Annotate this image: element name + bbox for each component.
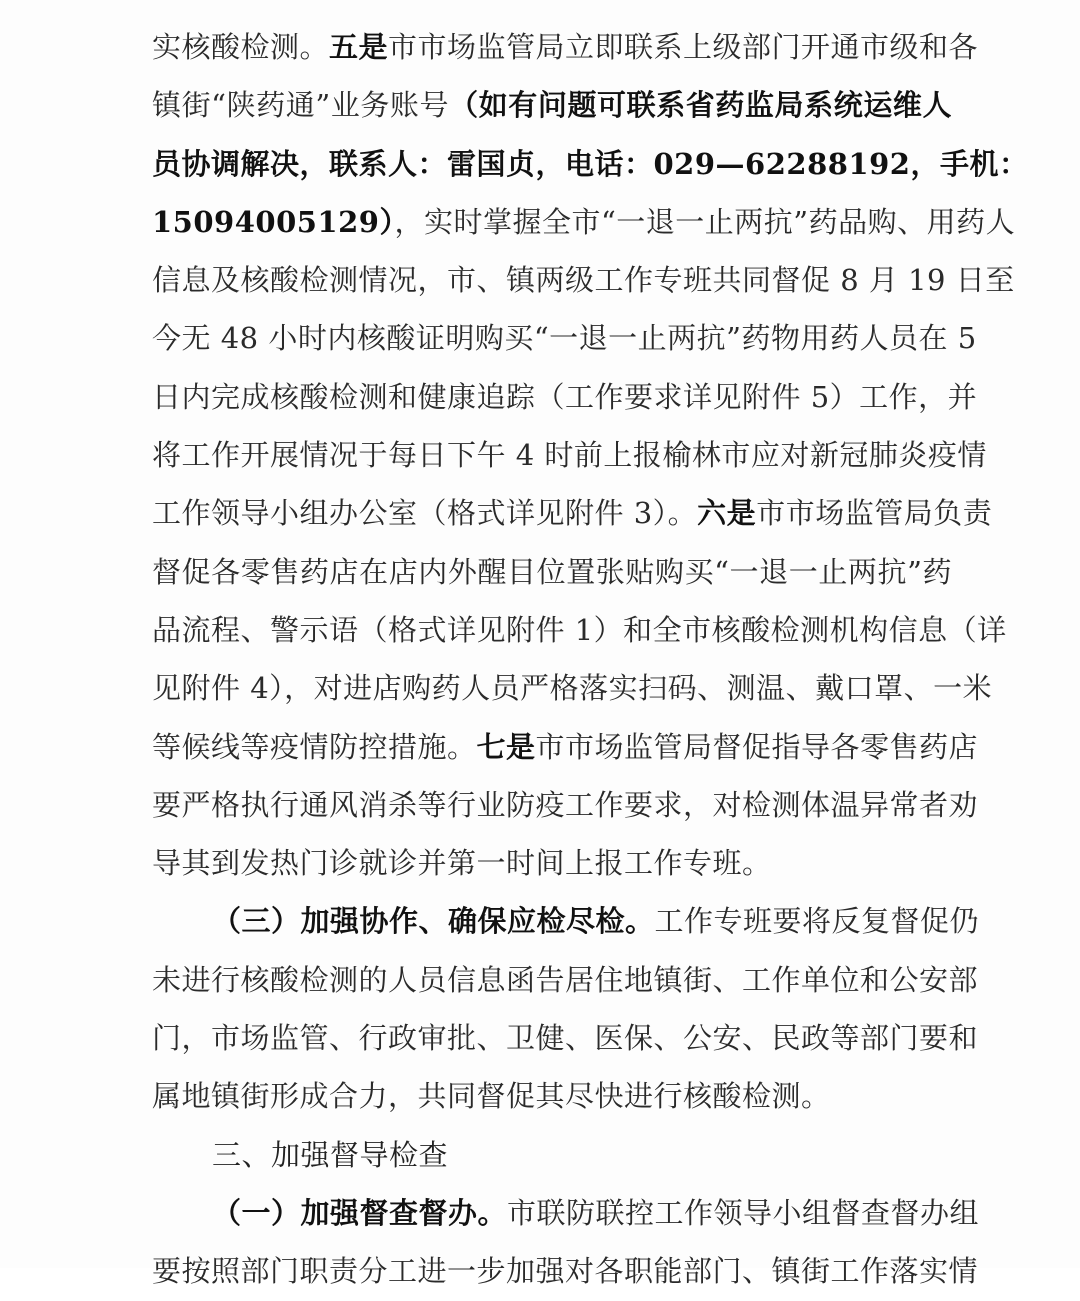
text-line — [152, 368, 978, 426]
text-line — [152, 76, 952, 134]
text-line — [152, 1067, 952, 1125]
text-segment: 见附件 4），对进店购药人员严格落实扫码、测温、戴口罩、一米 — [152, 671, 993, 706]
text-line — [152, 135, 1029, 193]
text-segment: 将工作开展情况于每日下午 4 时前上报榆林市应对新冠肺炎疫情 — [152, 438, 987, 473]
text-line — [152, 484, 993, 542]
text-line — [152, 951, 979, 1009]
text-line — [152, 193, 1016, 251]
text-segment: 工作领导小组办公室（格式详见附件 3）。 — [152, 496, 698, 531]
text-line — [152, 601, 1007, 659]
text-segment: 导其到发热门诊就诊并第一时间上报工作专班。 — [152, 846, 772, 881]
text-segment: 日内完成核酸检测和健康追踪（工作要求详见附件 5）工作，并 — [152, 379, 978, 414]
text-segment: 等候线等疫情防控措施。 — [152, 729, 477, 764]
text-line — [152, 1184, 980, 1242]
bold-text-segment: 15094005129） — [152, 204, 395, 239]
text-segment: 市市场监管局督促指导各零售药店 — [535, 729, 979, 764]
text-segment: 市市场监管局负责 — [756, 496, 993, 531]
text-line — [152, 718, 979, 776]
document-body — [152, 18, 1029, 1301]
bold-text-segment: 七是 — [476, 729, 536, 764]
text-line — [152, 659, 993, 717]
text-segment: 要按照部门职责分工进一步加强对各职能部门、镇街工作落实情 — [152, 1254, 979, 1289]
bold-text-segment: 六是 — [697, 496, 757, 531]
bold-text-segment: 员协调解决，联系人：雷国贞，电话：029—62288192，手机： — [152, 146, 1029, 181]
text-line — [152, 834, 952, 892]
text-line — [152, 251, 1015, 309]
bold-text-segment: 五是 — [329, 30, 389, 64]
text-segment: 信息及核酸检测情况，市、镇两级工作专班共同督促 8 月 19 日至 — [152, 263, 1015, 298]
text-line — [152, 1242, 979, 1300]
text-segment: ，实时掌握全市“一退一止两抗”药品购、用药人 — [394, 204, 1016, 239]
bold-text-segment: （一）加强督查督办。 — [212, 1195, 508, 1230]
text-segment: 品流程、警示语（格式详见附件 1）和全市核酸检测机构信息（详 — [152, 612, 1007, 647]
bold-text-segment: （三）加强协作、确保应检尽检。 — [212, 904, 655, 939]
text-segment: 今无 48 小时内核酸证明购买“一退一止两抗”药物用药人员在 5 — [152, 321, 977, 356]
text-segment: 工作专班要将反复督促仍 — [654, 904, 980, 939]
text-segment: 市市场监管局立即联系上级部门开通市级和各 — [388, 30, 979, 64]
text-segment: 三、加强督导检查 — [212, 1137, 449, 1172]
text-segment: 未进行核酸检测的人员信息函告居住地镇街、工作单位和公安部 — [152, 962, 979, 997]
bold-text-segment: （如有问题可联系省药监局系统运维人 — [449, 88, 952, 123]
section-heading — [152, 1126, 952, 1184]
text-segment: 属地镇街形成合力，共同督促其尽快进行核酸检测。 — [152, 1079, 831, 1114]
text-segment: 市联防联控工作领导小组督查督办组 — [507, 1195, 980, 1230]
text-line — [152, 426, 987, 484]
text-line — [152, 309, 977, 367]
text-segment: 实核酸检测。 — [152, 30, 330, 64]
text-segment: 要严格执行通风消杀等行业防疫工作要求，对检测体温异常者劝 — [152, 787, 979, 822]
text-line — [152, 543, 952, 601]
text-segment: 镇街“陕药通”业务账号 — [152, 88, 450, 123]
text-line — [152, 1009, 979, 1067]
text-segment: 督促各零售药店在店内外醒目位置张贴购买“一退一止两抗”药 — [152, 554, 952, 589]
text-segment: 门，市场监管、行政审批、卫健、医保、公安、民政等部门要和 — [152, 1021, 979, 1056]
text-line — [152, 776, 979, 834]
text-line — [152, 892, 980, 950]
text-line — [152, 18, 979, 76]
